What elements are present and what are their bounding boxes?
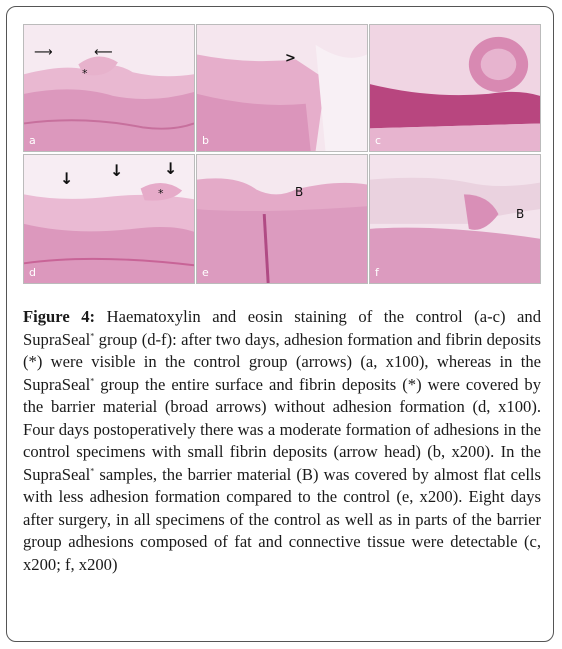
panel-label: f — [375, 266, 379, 279]
figure-caption — [23, 306, 541, 576]
panel-a-image — [24, 25, 194, 151]
broad-arrow-down-icon: ↓ — [164, 159, 178, 178]
panel-a — [23, 24, 195, 152]
panel-label: a — [29, 134, 36, 147]
broad-arrow-down-icon: ↓ — [60, 169, 74, 188]
caption-sup-1: * — [90, 330, 95, 340]
caption-text-4: samples, the barrier material (B) was covered by almost flat cells with less adhesion formation compared to the control (e, x200). Eight days after surgery, in all specimens of the control as well as in parts of the barrier group adhesions composed of fat and connective tissue were detectable (c, x200; f, x200) — [23, 464, 541, 574]
panel-label: c — [375, 134, 382, 147]
caption-text-1: Haematoxylin and eosin staining of the control (a-c) and SupraSeal — [23, 307, 541, 349]
panel-b-image — [197, 25, 367, 151]
panel-c-image — [370, 25, 540, 151]
broad-arrow-down-icon: ↓ — [110, 161, 124, 180]
panel-label: b — [202, 134, 209, 147]
caption-text-3: group the entire surface and fibrin deposits (*) were covered by the barrier material (broad arrows) without adhesion formation (d, x100). Four days postoperatively there was a moderate formation of adhesions in the control specimens with small fibrin deposits (arrow head) (b, x200). In the SupraSeal — [23, 374, 541, 484]
figure-label: Figure 4: — [23, 307, 96, 326]
barrier-b-mark: B — [295, 185, 304, 199]
panel-d — [23, 154, 195, 284]
panel-c — [369, 24, 541, 152]
panel-e-image — [197, 155, 367, 283]
panel-b — [196, 24, 368, 152]
panel-f — [369, 154, 541, 284]
arrow-right-icon: ⟶ — [34, 45, 53, 60]
histology-panel-grid — [23, 24, 541, 300]
asterisk-mark: * — [158, 187, 164, 200]
panel-e — [196, 154, 368, 284]
panel-label: e — [202, 266, 209, 279]
barrier-b-mark: B — [516, 207, 525, 221]
caption-sup-3: * — [90, 465, 95, 475]
panel-f-image — [370, 155, 540, 283]
caption-text-2: group (d-f): after two days, adhesion formation and fibrin deposits (*) were visible in the control group (arrows) (a, x100), whereas in the SupraSeal — [23, 329, 541, 394]
asterisk-mark: * — [82, 67, 88, 80]
caption-sup-2: * — [90, 375, 95, 385]
panel-label: d — [29, 266, 36, 279]
arrow-left-icon: ⟵ — [94, 45, 113, 60]
arrowhead-mark: > — [285, 51, 296, 66]
